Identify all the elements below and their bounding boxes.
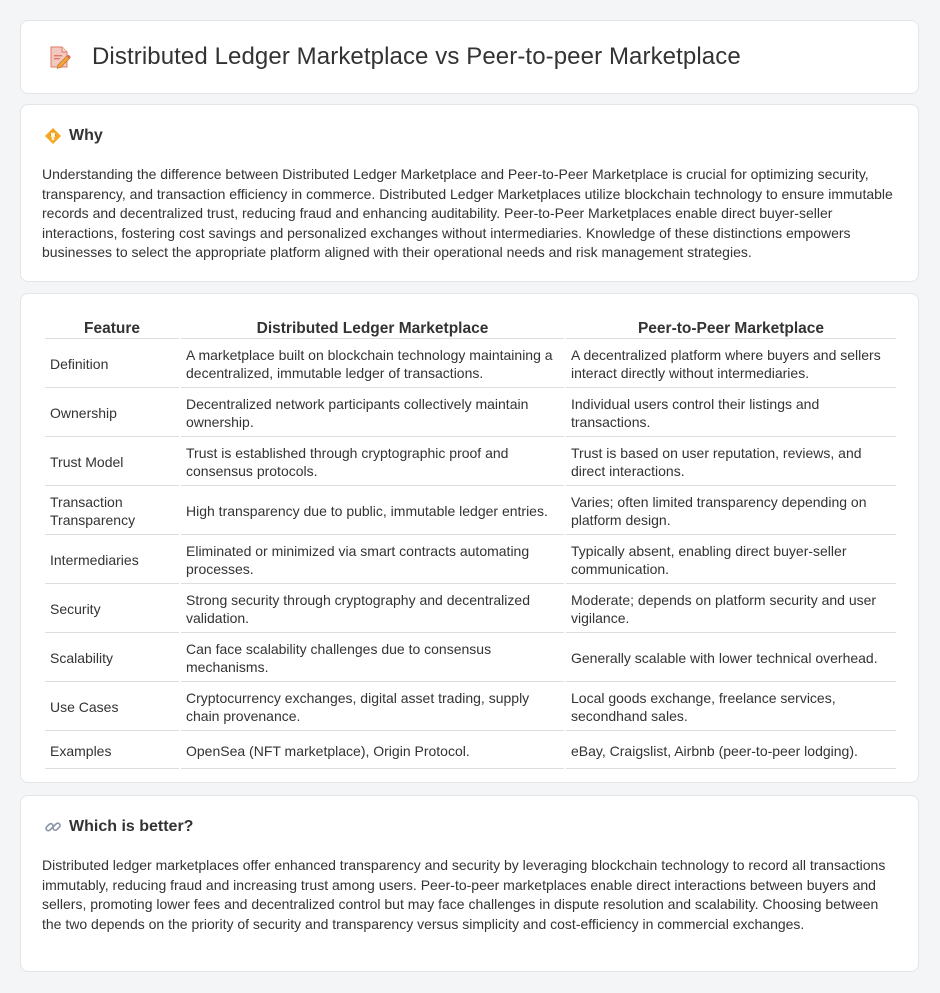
distributed-ledger-cell: High transparency due to public, immutable ledger entries. [181, 488, 564, 535]
distributed-ledger-cell: Eliminated or minimized via smart contracts automating processes. [181, 537, 564, 584]
table-row [45, 586, 896, 633]
peer-to-peer-cell: Generally scalable with lower technical overhead. [566, 635, 896, 682]
comparison-table-card [20, 293, 919, 783]
peer-to-peer-cell: Varies; often limited transparency depending on platform design. [566, 488, 896, 535]
table-row [45, 733, 896, 769]
feature-cell: Trust Model [45, 439, 179, 486]
peer-to-peer-cell: Moderate; depends on platform security and user vigilance. [566, 586, 896, 633]
table-row [45, 341, 896, 388]
feature-cell: Ownership [45, 390, 179, 437]
better-heading-row [44, 818, 193, 836]
which-is-better-section [20, 795, 919, 972]
peer-to-peer-cell: Individual users control their listings and transactions. [566, 390, 896, 437]
peer-to-peer-cell: A decentralized platform where buyers and sellers interact directly without intermediaries. [566, 341, 896, 388]
distributed-ledger-cell: Can face scalability challenges due to consensus mechanisms. [181, 635, 564, 682]
feature-cell: Examples [45, 733, 179, 769]
table-row [45, 537, 896, 584]
peer-to-peer-cell: Local goods exchange, freelance services, secondhand sales. [566, 684, 896, 731]
table-row [45, 635, 896, 682]
why-paragraph: Understanding the difference between Distributed Ledger Marketplace and Peer-to-Peer Marketplace is crucial for optimizing security, transparency, and transaction efficiency in commerce. Distributed Ledger Marketplaces utilize blockchain technology to ensure immutable records and decentralized trust, reducing fraud and enhancing auditability. Peer-to-Peer Marketplaces enable direct buyer-seller interactions, fostering cost savings and personalized exchanges without intermediaries. Knowledge of these distinctions empowers businesses to select the appropriate platform aligned with their operational needs and risk management strategies. [42, 166, 893, 261]
table-header-row [45, 317, 896, 339]
distributed-ledger-column-header: Distributed Ledger Marketplace [181, 317, 564, 339]
distributed-ledger-cell: Decentralized network participants collectively maintain ownership. [181, 390, 564, 437]
table-row [45, 439, 896, 486]
distributed-ledger-cell: A marketplace built on blockchain technology maintaining a decentralized, immutable ledger of transactions. [181, 341, 564, 388]
peer-to-peer-cell: Trust is based on user reputation, reviews, and direct interactions. [566, 439, 896, 486]
peer-to-peer-column-header: Peer-to-Peer Marketplace [566, 317, 896, 339]
comparison-table [43, 315, 898, 771]
table-row [45, 390, 896, 437]
feature-cell: Security [45, 586, 179, 633]
feature-cell: Use Cases [45, 684, 179, 731]
peer-to-peer-cell: eBay, Craigslist, Airbnb (peer-to-peer lodging). [566, 733, 896, 769]
feature-cell: Transaction Transparency [45, 488, 179, 535]
better-paragraph: Distributed ledger marketplaces offer enhanced transparency and security by leveraging blockchain technology to record all transactions immutably, reducing fraud and increasing trust among users. Peer-to-peer marketplaces enable direct interactions between buyers and sellers, promoting lower fees and decentralized control but may face challenges in dispute resolution and scalability. Choosing between the two depends on the priority of security and transparency versus simplicity and cost-efficiency in commercial exchanges. [42, 857, 886, 932]
feature-cell: Definition [45, 341, 179, 388]
distributed-ledger-cell: OpenSea (NFT marketplace), Origin Protocol. [181, 733, 564, 769]
distributed-ledger-cell: Trust is established through cryptographic proof and consensus protocols. [181, 439, 564, 486]
peer-to-peer-cell: Typically absent, enabling direct buyer-seller communication. [566, 537, 896, 584]
page-title: Distributed Ledger Marketplace vs Peer-to-peer Marketplace [92, 43, 741, 70]
feature-cell: Intermediaries [45, 537, 179, 584]
link-icon [44, 818, 62, 836]
feature-column-header: Feature [45, 317, 179, 339]
better-heading: Which is better? [69, 818, 194, 835]
distributed-ledger-cell: Cryptocurrency exchanges, digital asset trading, supply chain provenance. [181, 684, 564, 731]
why-heading-row [44, 127, 103, 145]
distributed-ledger-cell: Strong security through cryptography and decentralized validation. [181, 586, 564, 633]
feature-cell: Scalability [45, 635, 179, 682]
why-heading: Why [69, 127, 103, 144]
why-section [20, 104, 919, 282]
document-pencil-icon [47, 44, 73, 70]
header-card [20, 20, 919, 94]
table-row [45, 684, 896, 731]
table-row [45, 488, 896, 535]
lightbulb-diamond-icon [44, 127, 62, 145]
